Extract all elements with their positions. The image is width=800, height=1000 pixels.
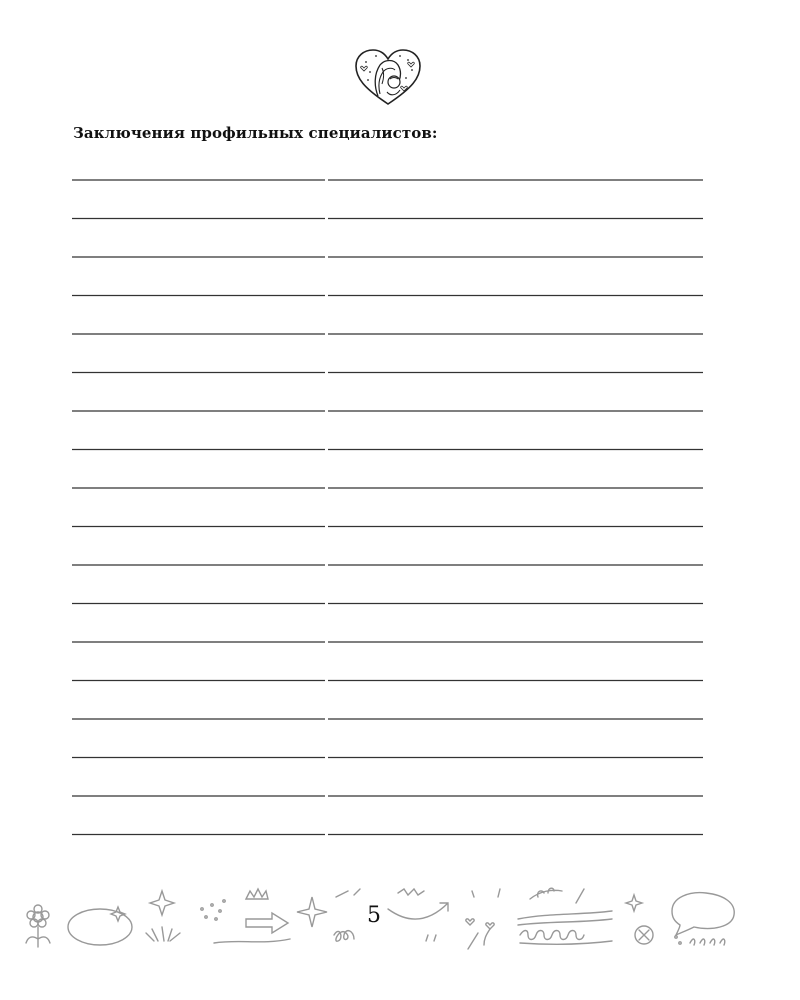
page-number: 5 <box>362 903 386 928</box>
doodle-border-icon <box>0 885 800 955</box>
section-title: Заключения профильных специалистов: <box>73 124 438 142</box>
